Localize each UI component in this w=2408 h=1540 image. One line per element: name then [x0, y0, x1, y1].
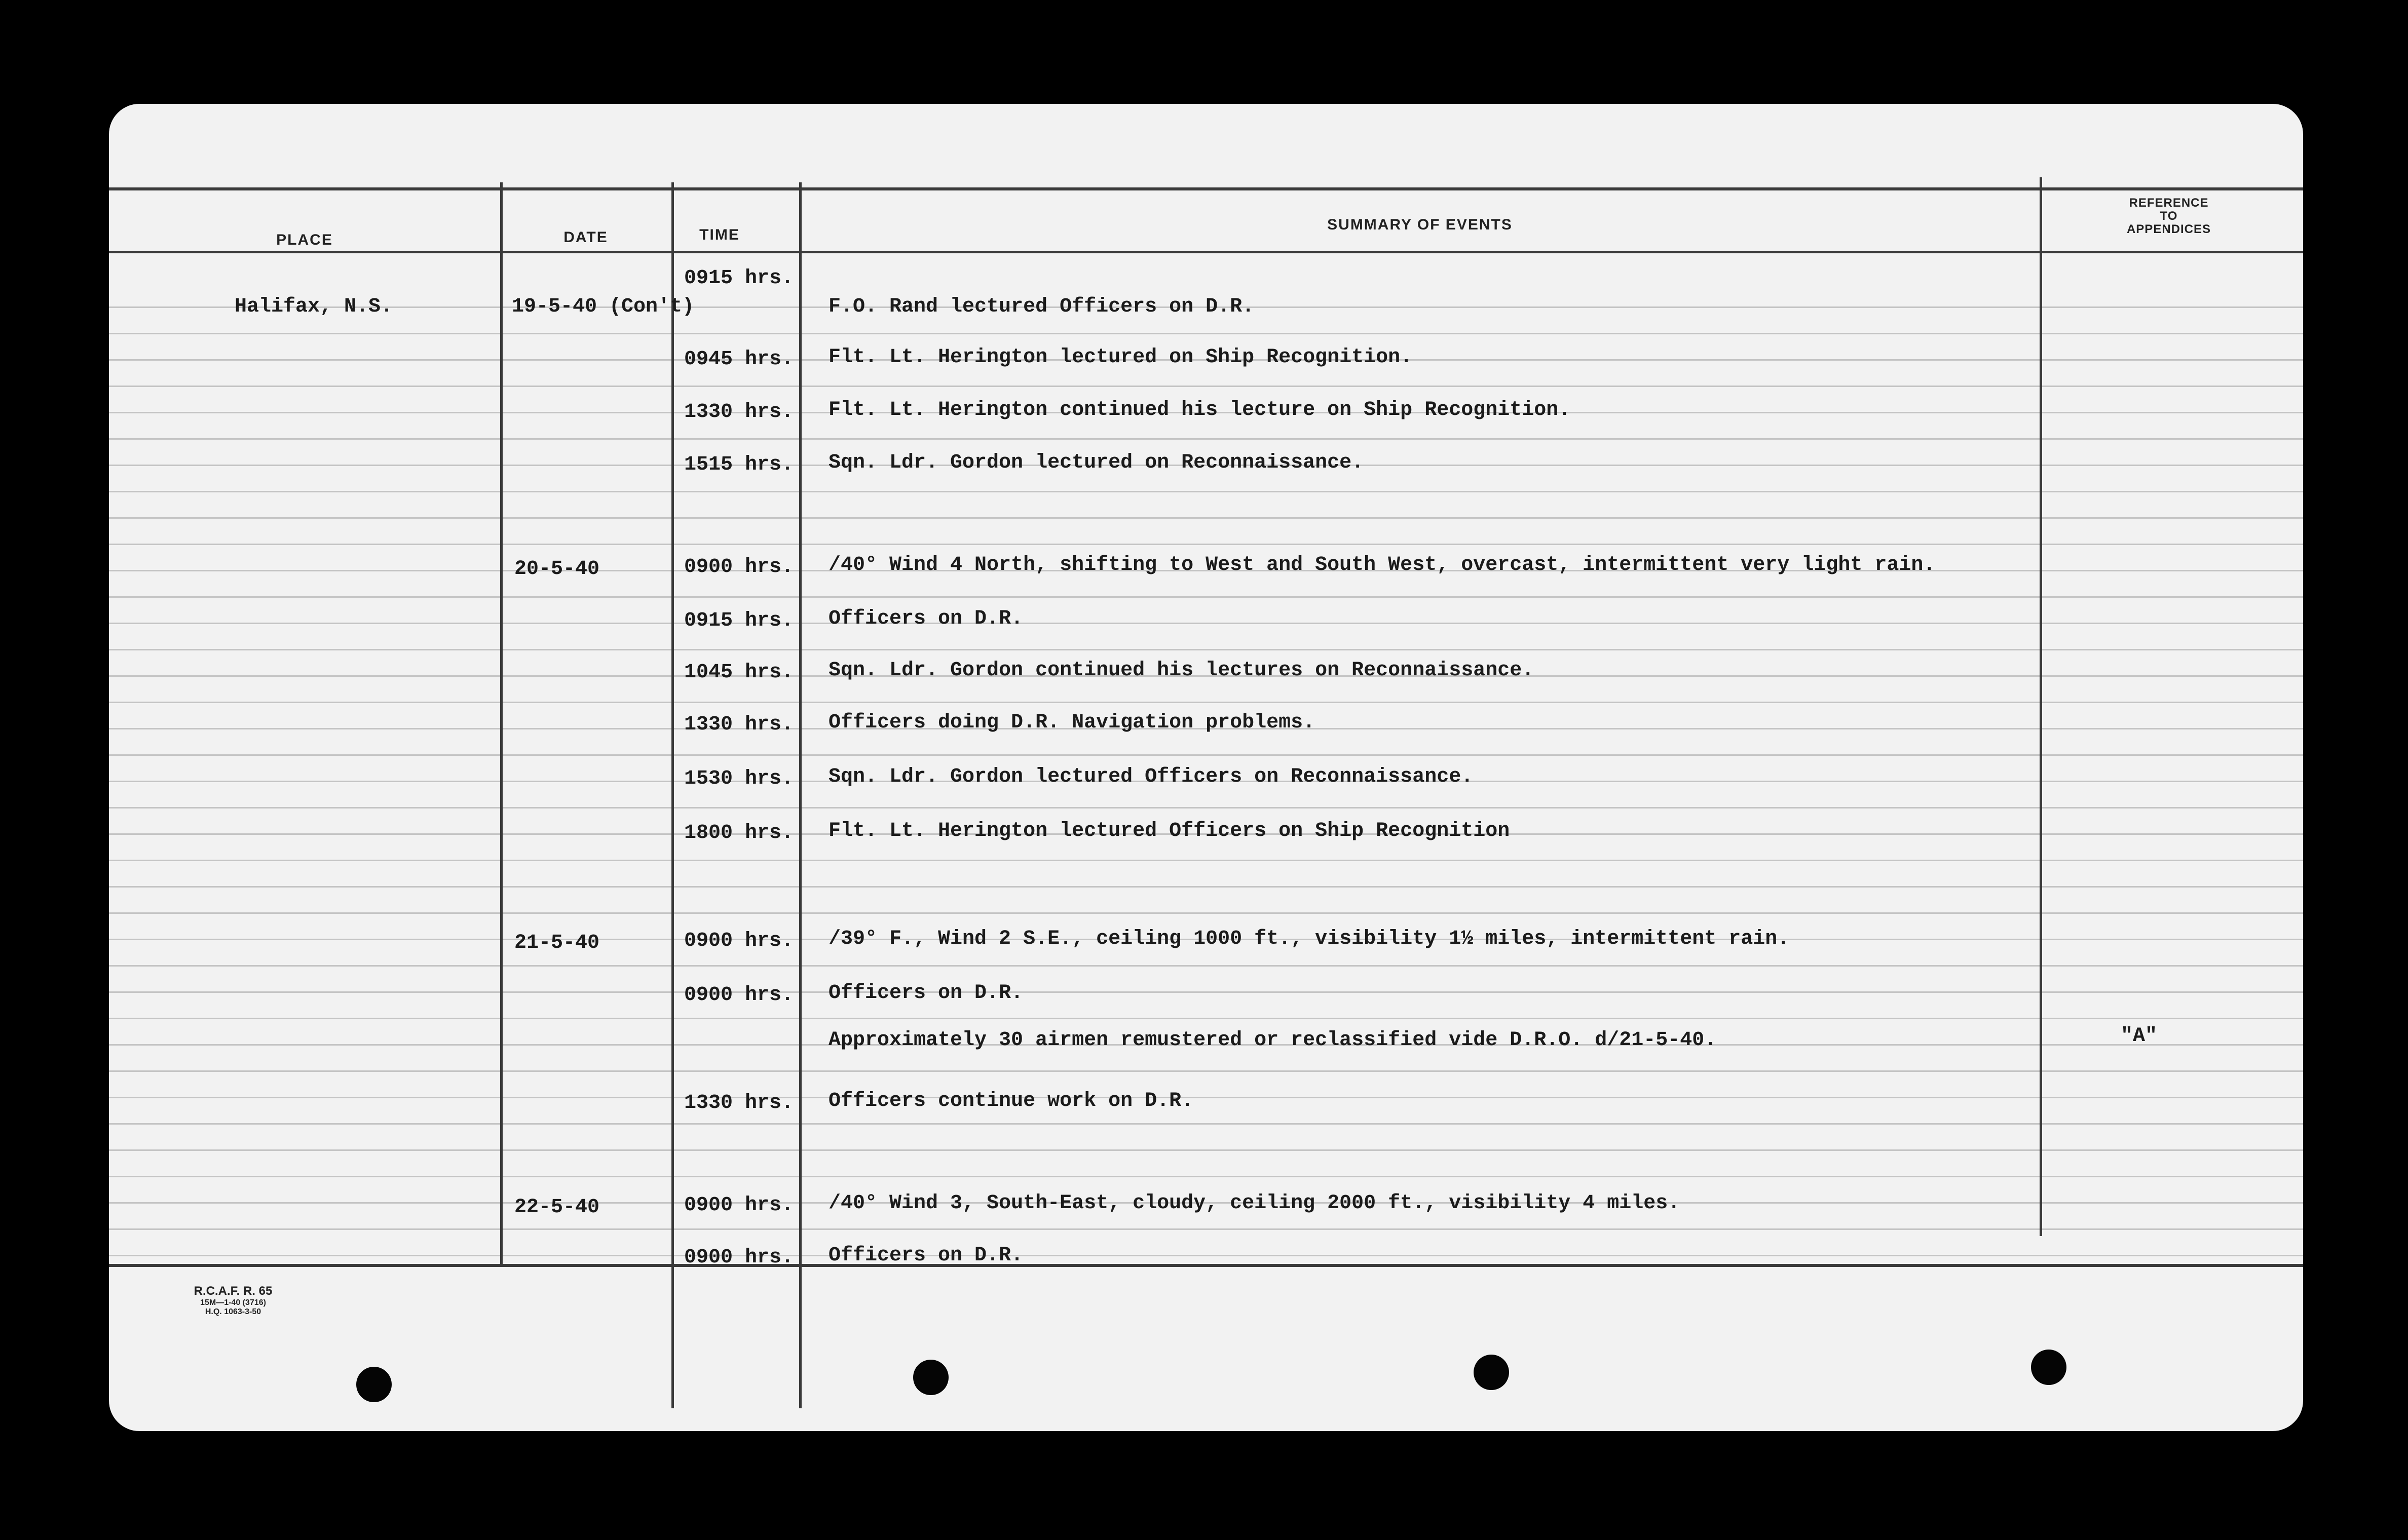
ledger-card: [109, 104, 2303, 1431]
summary-cell: Sqn. Ldr. Gordon continued his lectures on Reconnaissance.: [829, 659, 1534, 682]
ruled-line: [109, 702, 2303, 703]
time-summary-divider: [799, 182, 802, 1408]
ruled-line: [109, 517, 2303, 519]
punch-hole: [2031, 1350, 2066, 1385]
summary-cell: Officers continue work on D.R.: [829, 1090, 1194, 1112]
ruled-line: [109, 886, 2303, 888]
header-reference-line3: APPENDICES: [2126, 222, 2211, 236]
ruled-line: [109, 333, 2303, 334]
ruled-line: [109, 386, 2303, 387]
summary-cell: Officers doing D.R. Navigation problems.: [829, 711, 1315, 734]
summary-cell: /39° F., Wind 2 S.E., ceiling 1000 ft., visibility 1½ miles, intermittent rain.: [829, 928, 1790, 950]
header-summary: SUMMARY OF EVENTS: [1327, 216, 1513, 233]
summary-cell: /40° Wind 4 North, shifting to West and South West, overcast, intermittent very light rain.: [829, 554, 1936, 576]
time-cell: 0915 hrs.: [684, 267, 794, 290]
ruled-line: [109, 438, 2303, 440]
time-cell: 0900 hrs.: [684, 930, 794, 952]
ruled-line: [109, 912, 2303, 914]
punch-hole: [356, 1367, 392, 1402]
ruled-line: [109, 1123, 2303, 1125]
time-cell: 1330 hrs.: [684, 401, 794, 423]
ruled-line: [109, 754, 2303, 756]
date-cell: 19-5-40 (Con't): [512, 295, 695, 318]
time-cell: 0915 hrs.: [684, 609, 794, 632]
bottom-border-line: [109, 1264, 2303, 1267]
ruled-line: [109, 596, 2303, 598]
date-time-divider: [671, 182, 674, 1408]
time-cell: 0900 hrs.: [684, 1246, 794, 1269]
time-cell: 1800 hrs.: [684, 822, 794, 844]
header-time: TIME: [699, 226, 740, 243]
ruled-line: [109, 1149, 2303, 1151]
summary-cell: Officers on D.R.: [829, 607, 1024, 630]
time-cell: 1515 hrs.: [684, 453, 794, 476]
ruled-line: [109, 649, 2303, 650]
ruled-line: [109, 1228, 2303, 1230]
header-reference-line1: REFERENCE: [2129, 196, 2209, 210]
time-cell: 0900 hrs.: [684, 984, 794, 1007]
time-cell: 0945 hrs.: [684, 348, 794, 371]
ruled-line: [109, 1018, 2303, 1019]
time-cell: 0900 hrs.: [684, 556, 794, 579]
time-cell: 1330 hrs.: [684, 1092, 794, 1114]
summary-cell: Flt. Lt. Herington lectured on Ship Recognition.: [829, 346, 1413, 369]
place-cell: Halifax, N.S.: [235, 295, 393, 318]
date-cell: 20-5-40: [514, 558, 600, 581]
summary-cell: F.O. Rand lectured Officers on D.R.: [829, 295, 1255, 318]
punch-hole: [1474, 1355, 1509, 1390]
header-place: PLACE: [276, 232, 333, 248]
ruled-line: [109, 1070, 2303, 1072]
place-date-divider: [500, 182, 503, 1266]
summary-cell: Approximately 30 airmen remustered or reclassified vide D.R.O. d/21-5-40.: [829, 1029, 1717, 1052]
time-cell: 0900 hrs.: [684, 1194, 794, 1217]
punch-hole: [913, 1360, 949, 1395]
summary-cell: Officers on D.R.: [829, 982, 1024, 1005]
form-id-line2: 15M—1-40 (3716): [200, 1298, 266, 1307]
ruled-line: [109, 807, 2303, 808]
summary-cell: Officers on D.R.: [829, 1244, 1024, 1267]
ruled-line: [109, 965, 2303, 967]
form-id-line3: H.Q. 1063-3-50: [205, 1307, 261, 1316]
summary-reference-divider: [2040, 177, 2042, 1236]
header-reference: [2042, 197, 2296, 236]
date-cell: 21-5-40: [514, 932, 600, 954]
form-identifier: [157, 1284, 309, 1317]
summary-cell: Flt. Lt. Herington continued his lecture on Ship Recognition.: [829, 399, 1571, 421]
summary-cell: Flt. Lt. Herington lectured Officers on Ship Recognition: [829, 820, 1510, 842]
ruled-line: [109, 991, 2303, 993]
summary-cell: Sqn. Ldr. Gordon lectured Officers on Reconnaissance.: [829, 765, 1474, 788]
date-cell: 22-5-40: [514, 1196, 600, 1219]
ruled-line: [109, 1255, 2303, 1256]
ruled-line: [109, 623, 2303, 624]
time-cell: 1530 hrs.: [684, 767, 794, 790]
ruled-line: [109, 1176, 2303, 1177]
ruled-line: [109, 491, 2303, 492]
ruled-line: [109, 1097, 2303, 1098]
header-date: DATE: [563, 229, 608, 246]
header-divider-line: [109, 251, 2303, 253]
top-border-line: [109, 187, 2303, 190]
summary-cell: /40° Wind 3, South-East, cloudy, ceiling 2000 ft., visibility 4 miles.: [829, 1192, 1680, 1215]
summary-cell: Sqn. Ldr. Gordon lectured on Reconnaissance.: [829, 451, 1364, 474]
reference-cell: "A": [2121, 1025, 2158, 1048]
time-cell: 1045 hrs.: [684, 661, 794, 684]
header-reference-line2: TO: [2160, 209, 2178, 223]
form-id-line1: R.C.A.F. R. 65: [194, 1284, 273, 1298]
ruled-line: [109, 860, 2303, 861]
ruled-line: [109, 544, 2303, 545]
time-cell: 1330 hrs.: [684, 713, 794, 736]
